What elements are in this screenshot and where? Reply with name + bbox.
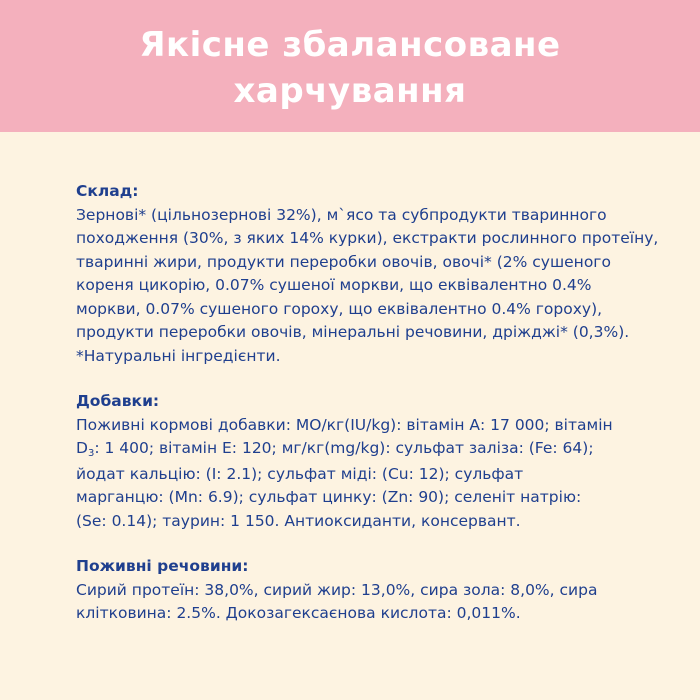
page-title-line-2: харчування	[233, 71, 467, 111]
composition-line: походження (30%, з яких 14% курки), екстракти рослинного протеїну,	[76, 229, 659, 247]
nutrients-line: клітковина: 2.5%. Докозагексаєнова кислота: 0,011%.	[76, 604, 521, 622]
additives-line: марганцю: (Mn: 6.9); сульфат цинку: (Zn: 90); селеніт натрію:	[76, 488, 582, 506]
page-title	[0, 22, 700, 114]
composition-line: Зернові* (цільнозернові 32%), м`ясо та субпродукти тваринного	[76, 205, 607, 224]
additives-title: Добавки:	[76, 392, 160, 410]
additives-line: йодат кальцію: (I: 2.1); сульфат міді: (Cu: 12); сульфат	[76, 464, 524, 483]
additives-line-rest: : 1 400; вітамін Е: 120; мг/кг(mg/kg): сульфат заліза: (Fe: 64);	[94, 439, 594, 457]
composition-line: кореня цикорію, 0.07% сушеної моркви, що еквівалентно 0.4%	[76, 276, 592, 294]
composition-line: моркви, 0.07% сушеного гороху, що еквівалентно 0.4% гороху),	[76, 299, 603, 318]
additives-section	[76, 390, 676, 533]
vitamin-d-letter: D	[76, 439, 88, 457]
composition-line: продукти переробки овочів, мінеральні речовини, дріжджі* (0,3%).	[76, 323, 630, 341]
composition-section	[76, 180, 676, 368]
page-title-line-1: Якісне збалансоване	[139, 25, 561, 65]
additives-line: Поживні кормові добавки: МО/кг(IU/kg): вітамін А: 17 000; вітамін	[76, 415, 613, 434]
composition-title: Склад:	[76, 182, 139, 200]
nutrients-title: Поживні речовини:	[76, 557, 249, 575]
composition-line: тваринні жири, продукти переробки овочів, овочі* (2% сушеного	[76, 252, 611, 271]
additives-line	[76, 437, 676, 463]
header-banner	[0, 0, 700, 132]
additives-line: (Se: 0.14); таурин: 1 150. Антиоксиданти, консервант.	[76, 511, 521, 530]
vitamin-d-subscript: 3	[87, 448, 95, 459]
composition-footnote: *Натуральні інгредієнти.	[76, 346, 281, 365]
nutrients-line: Сирий протеїн: 38,0%, сирий жир: 13,0%, сира зола: 8,0%, сира	[76, 580, 598, 599]
nutrients-section	[76, 555, 676, 626]
content-area	[76, 180, 676, 626]
